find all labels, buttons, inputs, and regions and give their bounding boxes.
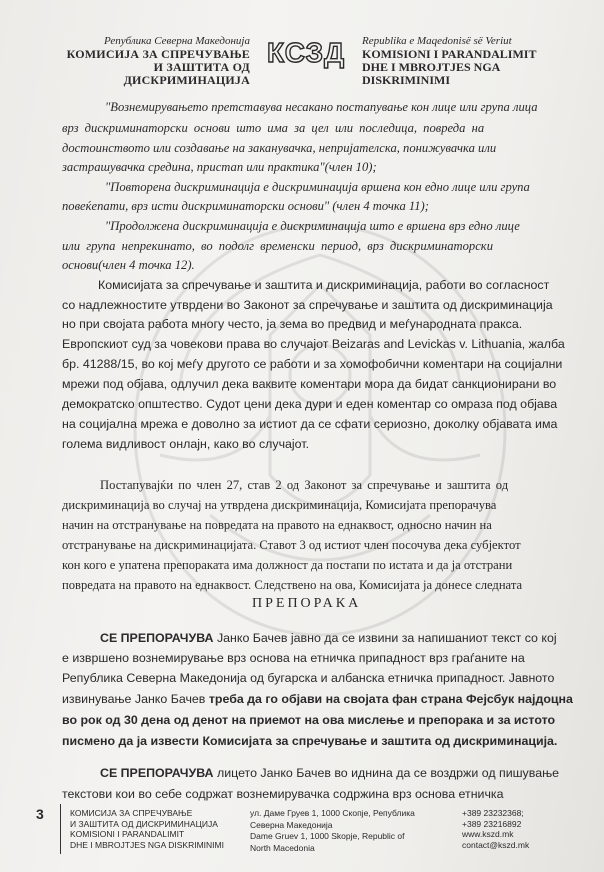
commission-name-line1-sq: KOMISIONI I PARANDALIMIT — [362, 47, 537, 61]
svg-text:КСЗД: КСЗД — [266, 37, 346, 68]
country-name-mk: Република Северна Македонија — [104, 35, 250, 47]
quote-line: повеќепати, врз исти дискриминаторски основи" (член 4 точка 11); — [62, 199, 429, 213]
recommendation-lead: СЕ ПРЕПОРАЧУВА — [100, 766, 214, 780]
footer-organization — [70, 808, 224, 850]
header-left-block — [60, 35, 250, 87]
paragraph-line: Европскиот суд за човекови права во случајот Beizaras and Levickas v. Lithuania, жалба — [62, 337, 565, 351]
paragraph-line: повредата на правото на еднаквост. Следствено на ова, Комисијата ја донесе следната — [62, 578, 523, 592]
kszd-logo — [255, 33, 357, 71]
footer-phone: +389 23232368; — [462, 808, 524, 818]
recommendation-line — [100, 763, 559, 783]
recommendation-line: текстови кои во себе содржат вознемирувачка содржина врз основа етничка — [62, 787, 504, 801]
footer-org-line: И ЗАШТИТА ОД ДИСКРИМИНАЦИЈА — [70, 818, 218, 829]
paragraph-line: демократско општество. Судот цени дека дури и еден коментар со омраза под објава — [62, 397, 558, 411]
recommendation-lead: СЕ ПРЕПОРАЧУВА — [100, 631, 214, 645]
paragraph-line: на социјална мрежа е доволно за истиот да се сфати сериозно, доколку објавата има — [62, 417, 558, 431]
recommendation-line — [62, 689, 573, 709]
quote-line: "Продолжена дискриминација е дискриминација што е вршена врз едно лице — [105, 219, 520, 233]
paragraph-line: дискриминација во случај на утврдена дискриминација, Комисијата препорачува — [62, 498, 497, 512]
paragraph-line: Комисијата за спречување и заштита и дискриминација, работи во согласност — [98, 278, 550, 292]
recommendation-line — [100, 628, 557, 648]
recommendation-bold-text: треба да го објави на својата фан страна Фејсбук најдоцна — [208, 692, 573, 706]
quote-line: застрашувачка средина, пристап или практика"(член 10); — [62, 160, 377, 174]
footer-website-link[interactable]: www.kszd.mk — [462, 829, 514, 839]
paragraph-line: но при своjата работа многу често, ја зема во предвид и меѓународната пракса. — [62, 317, 523, 331]
paragraph-line: начин на отстранување на повредата на правото на еднаквост, односно начин на — [62, 518, 492, 532]
header-right-block — [362, 35, 572, 87]
paragraph-line: кон кого е упатена препораката има должност да постапи по истата и да ја отстрани — [62, 558, 513, 572]
quote-line: врз дискриминаторски основи што има за цел или последица, повреда на — [62, 121, 485, 135]
commission-name-line2-mk: И ЗАШТИТА ОД ДИСКРИМИНАЦИЈА — [123, 60, 250, 87]
footer-address-line: Dame Gruev 1, 1000 Skopje, Republic of — [250, 831, 405, 841]
recommendation-text: Јанко Бачев јавно да се извини за напишаниот текст со кој — [213, 631, 557, 645]
recommendation-bold-line: во рок од 30 дена од денот на приемот на ова мислење и препорака и за истото — [62, 713, 556, 727]
footer-phone: +389 23216892 — [462, 818, 522, 829]
recommendation-text: лицето Јанко Бачев во иднина да се воздржи од пишување — [213, 766, 560, 780]
commission-name-line2-sq: DHE I MBROJTJES NGA DISKRIMINIMI — [362, 60, 500, 87]
recommendation-line: Република Северна Македонија од бугарска и албанска етничка припадност. Јавното — [62, 671, 555, 685]
paragraph-line: мрежи под објава, одлучил дека ваквите коментари мора да бидат санкционирани во — [62, 377, 557, 391]
country-name-sq: Republika e Maqedonisë së Veriut — [362, 35, 512, 47]
footer-org-line: КОМИСИЈА ЗА СПРЕЧУВАЊЕ — [70, 808, 193, 818]
quote-line: или група непрекинато, во подолг временски период, врз дискриминаторски — [62, 239, 493, 253]
footer-address — [250, 808, 415, 854]
quote-line: "Повторена дискриминација е дискриминација вршена кон едно лице или група — [105, 180, 530, 194]
quote-line: достоинството или создавање на заканувачка, непријателска, понижувачка или — [62, 141, 497, 155]
footer-email-link[interactable]: contact@kszd.mk — [462, 839, 530, 850]
footer-org-line: KOMISIONI I PARANDALIMIT — [70, 829, 185, 839]
recommendation-bold-line: писмено да ја извести Комисијата за спречување и заштита од дискриминација. — [62, 734, 558, 748]
recommendation-line: е извршено вознемирување врз основа на етничка припадност врз граѓаните на — [62, 651, 525, 665]
paragraph-line: голема видливост онлајн, како во случајот. — [62, 437, 310, 451]
recommendation-heading: ПРЕПОРАКА — [252, 596, 362, 611]
paragraph-line: бр. 41288/15, во кој меѓу другото се работи и за хомофобични коментари на социјални — [62, 357, 563, 371]
commission-name-line1-mk: КОМИСИЈА ЗА СПРЕЧУВАЊЕ — [66, 47, 250, 61]
footer-address-line: North Macedonia — [250, 842, 315, 853]
paragraph-line: Постапувајќи по член 27, став 2 од Законот за спречување и заштита од — [100, 478, 509, 492]
paragraph-line: отстранување на дискриминацијата. Ставот 3 од истиот член посочува дека субјектот — [62, 538, 521, 552]
page-number: 3 — [36, 806, 44, 822]
footer-divider — [60, 804, 61, 854]
footer-contact — [462, 808, 529, 850]
footer-org-line: DHE I MBROJTJES NGA DISKRIMINIMI — [70, 839, 224, 850]
footer-address-line: Северна Македонија — [250, 819, 333, 830]
footer-address-line: ул. Даме Груев 1, 1000 Скопје, Република — [250, 808, 415, 818]
quote-line: основи(член 4 точка 12). — [62, 258, 195, 272]
paragraph-line: со надлежностите утврдени во Законот за спречување и заштита од дискриминација — [62, 298, 553, 312]
quote-line: "Вознемирувањето претставува несакано постапување кон лице или група лица — [105, 100, 538, 114]
recommendation-text: извинување Јанко Бачев — [62, 692, 209, 706]
